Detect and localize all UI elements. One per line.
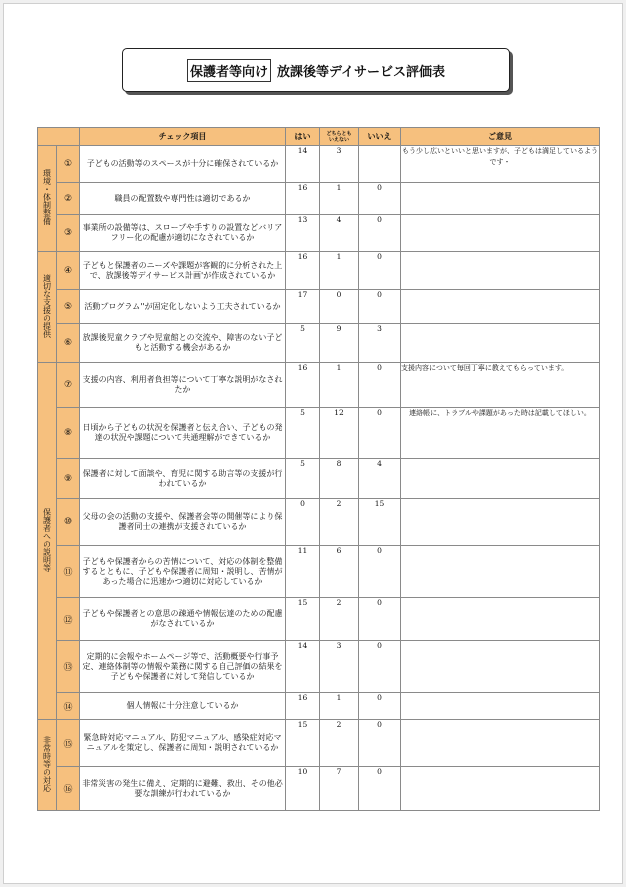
header-neutral: [320, 128, 359, 146]
check-item: 子どもや保護者との意思の疎通や情報伝達のための配慮がなされているか: [80, 598, 286, 641]
yes-count: 5: [286, 459, 320, 499]
table-row: [38, 408, 600, 459]
yes-count: 14: [286, 641, 320, 693]
table-row: [38, 720, 600, 767]
neutral-count: 2: [320, 499, 359, 546]
no-count: 3: [359, 324, 401, 363]
table-row: [38, 767, 600, 811]
no-count: 0: [359, 693, 401, 720]
yes-count: 16: [286, 363, 320, 408]
row-number: ⑫: [57, 598, 80, 641]
no-count: 0: [359, 252, 401, 290]
check-item: 支援の内容、利用者負担等について丁寧な説明がなされたか: [80, 363, 286, 408]
table-row: [38, 546, 600, 598]
title-target-label: 保護者等向け: [187, 59, 271, 82]
header-check-item: チェック項目: [80, 128, 286, 146]
table-row: [38, 215, 600, 252]
neutral-count: 1: [320, 252, 359, 290]
check-item: 非常災害の発生に備え、定期的に避難、救出、その他必要な訓練が行われているか: [80, 767, 286, 811]
header-blank: [38, 128, 80, 146]
opinion-text: [401, 598, 600, 641]
no-count: 0: [359, 720, 401, 767]
yes-count: 11: [286, 546, 320, 598]
header-opinion: ご意見: [401, 128, 600, 146]
row-number: ⑧: [57, 408, 80, 459]
yes-count: 16: [286, 183, 320, 215]
document-page: [3, 3, 623, 884]
opinion-text: もう少し広いといいと思いますが、子どもは満足しているようです・: [401, 146, 600, 183]
category-environment: 環境・体制整備: [38, 146, 57, 252]
no-count: 15: [359, 499, 401, 546]
no-count: 0: [359, 215, 401, 252]
row-number: ⑥: [57, 324, 80, 363]
category-emergency: 非常時等の対応: [38, 720, 57, 811]
check-item: 職員の配置数や専門性は適切であるか: [80, 183, 286, 215]
table-row: [38, 183, 600, 215]
row-number: ②: [57, 183, 80, 215]
opinion-text: [401, 693, 600, 720]
neutral-count: 1: [320, 363, 359, 408]
opinion-text: [401, 459, 600, 499]
no-count: 0: [359, 363, 401, 408]
row-number: ⑩: [57, 499, 80, 546]
table-row: [38, 598, 600, 641]
neutral-count: 6: [320, 546, 359, 598]
row-number: ④: [57, 252, 80, 290]
table-row: [38, 459, 600, 499]
no-count: 4: [359, 459, 401, 499]
table-row: [38, 290, 600, 324]
table-header-row: [38, 128, 600, 146]
opinion-text: [401, 183, 600, 215]
check-item: 父母の会の活動の支援や、保護者会等の開催等により保護者同士の連携が支援されているか: [80, 499, 286, 546]
check-item: 個人情報に十分注意しているか: [80, 693, 286, 720]
no-count: 0: [359, 546, 401, 598]
table-row: [38, 693, 600, 720]
opinion-text: [401, 767, 600, 811]
header-yes: はい: [286, 128, 320, 146]
yes-count: 5: [286, 408, 320, 459]
yes-count: 10: [286, 767, 320, 811]
opinion-text: 支援内容について毎回丁寧に教えてもらっています。: [401, 363, 600, 408]
yes-count: 0: [286, 499, 320, 546]
opinion-text: [401, 215, 600, 252]
row-number: ⑨: [57, 459, 80, 499]
opinion-text: [401, 720, 600, 767]
header-neutral-line2: いえない: [328, 136, 349, 143]
table-row: [38, 252, 600, 290]
row-number: ③: [57, 215, 80, 252]
no-count: [359, 146, 401, 183]
header-no: いいえ: [359, 128, 401, 146]
opinion-text: [401, 499, 600, 546]
row-number: ⑮: [57, 720, 80, 767]
neutral-count: 7: [320, 767, 359, 811]
yes-count: 17: [286, 290, 320, 324]
neutral-count: 12: [320, 408, 359, 459]
neutral-count: 1: [320, 693, 359, 720]
yes-count: 16: [286, 252, 320, 290]
opinion-text: [401, 290, 600, 324]
no-count: 0: [359, 290, 401, 324]
row-number: ⑦: [57, 363, 80, 408]
check-item: 日頃から子どもの状況を保護者と伝え合い、子どもの発達の状況や課題について共通理解ができているか: [80, 408, 286, 459]
yes-count: 15: [286, 720, 320, 767]
page-title: [122, 48, 510, 92]
yes-count: 15: [286, 598, 320, 641]
check-item: 定期的に会報やホームページ等で、活動概要や行事予定、連絡体制等の情報や業務に関する自己評価の結果を子どもや保護者に対して発信しているか: [80, 641, 286, 693]
neutral-count: 2: [320, 720, 359, 767]
table-row: [38, 363, 600, 408]
neutral-count: 8: [320, 459, 359, 499]
neutral-count: 3: [320, 641, 359, 693]
no-count: 0: [359, 598, 401, 641]
title-main-label: 放課後等デイサービス評価表: [276, 64, 446, 80]
category-support: 適切な支援の提供: [38, 252, 57, 363]
check-item: 緊急時対応マニュアル、防犯マニュアル、感染症対応マニュアルを策定し、保護者に周知・説明されているか: [80, 720, 286, 767]
neutral-count: 2: [320, 598, 359, 641]
neutral-count: 9: [320, 324, 359, 363]
opinion-text: [401, 324, 600, 363]
opinion-text: [401, 252, 600, 290]
no-count: 0: [359, 767, 401, 811]
neutral-count: 1: [320, 183, 359, 215]
opinion-text: [401, 641, 600, 693]
check-item: 保護者に対して面談や、育児に関する助言等の支援が行われているか: [80, 459, 286, 499]
no-count: 0: [359, 641, 401, 693]
neutral-count: 3: [320, 146, 359, 183]
opinion-text: 連絡帳に、トラブルや課題があった時は記載してほしい。: [401, 408, 600, 459]
table-row: [38, 324, 600, 363]
neutral-count: 0: [320, 290, 359, 324]
row-number: ⑭: [57, 693, 80, 720]
check-item: 事業所の設備等は、スロープや手すりの設置などバリアフリー化の配慮が適切になされているか: [80, 215, 286, 252]
yes-count: 13: [286, 215, 320, 252]
table-row: [38, 146, 600, 183]
header-neutral-line1: どちらとも: [326, 130, 352, 137]
check-item: 活動プログラム''が固定化しないよう工夫されているか: [80, 290, 286, 324]
row-number: ⑬: [57, 641, 80, 693]
opinion-text: [401, 546, 600, 598]
no-count: 0: [359, 408, 401, 459]
table-row: [38, 499, 600, 546]
neutral-count: 4: [320, 215, 359, 252]
row-number: ①: [57, 146, 80, 183]
check-item: 子どもや保護者からの苦情について、対応の体制を整備するとともに、子どもや保護者に周知・説明し、苦情があった場合に迅速かつ適切に対応しているか: [80, 546, 286, 598]
yes-count: 5: [286, 324, 320, 363]
check-item: 放課後児童クラブや児童館との交流や、障害のない子どもと活動する機会があるか: [80, 324, 286, 363]
row-number: ⑯: [57, 767, 80, 811]
yes-count: 16: [286, 693, 320, 720]
no-count: 0: [359, 183, 401, 215]
category-explanation: 保護者への説明等: [38, 363, 57, 720]
row-number: ⑪: [57, 546, 80, 598]
check-item: 子どもの活動等のスペースが十分に確保されているか: [80, 146, 286, 183]
evaluation-table: [37, 127, 600, 811]
check-item: 子どもと保護者のニーズや課題が客観的に分析された上で、放課後等デイサービス計画'が作成されているか: [80, 252, 286, 290]
yes-count: 14: [286, 146, 320, 183]
row-number: ⑤: [57, 290, 80, 324]
table-row: [38, 641, 600, 693]
